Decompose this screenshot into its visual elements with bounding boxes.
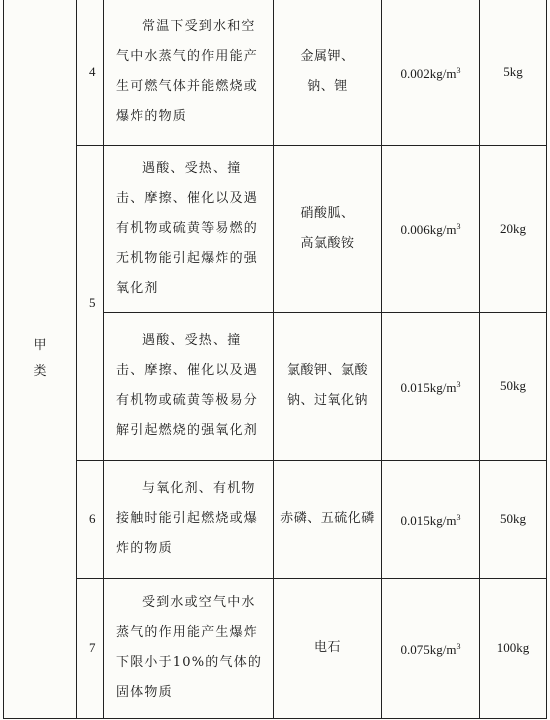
substances-cell (274, 460, 382, 578)
table-row (4, 145, 547, 312)
limit-exponent: 3 (456, 222, 461, 231)
description-cell: 遇酸、受热、撞击、摩擦、催化以及遇有机物或硫黄等极易分解引起燃烧的强氧化剂 (104, 312, 274, 460)
category-cell (4, 0, 77, 718)
item-number: 5 (77, 145, 104, 460)
quantity-cell: 50kg (480, 460, 547, 578)
limit-cell (382, 578, 480, 718)
limit-cell (382, 145, 480, 312)
substance-line: 钠、过氧化钠 (286, 393, 368, 408)
quantity-cell: 100kg (480, 578, 547, 718)
quantity-cell: 50kg (480, 312, 547, 460)
substance-line: 氯酸钾、氯酸 (286, 363, 368, 378)
category-label-char: 类 (33, 363, 47, 379)
substance-line: 金属钾、 (300, 49, 355, 65)
description-cell: 常温下受到水和空气中水蒸气的作用能产生可燃气体并能燃烧或爆炸的物质 (104, 0, 274, 145)
description-cell: 与氧化剂、有机物接触时能引起燃烧或爆炸的物质 (104, 460, 274, 578)
limit-cell (382, 0, 480, 145)
description-cell: 受到水或空气中水蒸气的作用能产生爆炸下限小于10%的气体的固体物质 (104, 578, 274, 718)
limit-value: 0.002kg/m (400, 65, 457, 81)
table-row (4, 460, 547, 578)
item-number: 7 (77, 578, 104, 718)
quantity-cell: 5kg (480, 0, 547, 145)
limit-value: 0.075kg/m (400, 641, 457, 657)
table-row (4, 0, 547, 145)
limit-value: 0.006kg/m (400, 222, 457, 237)
category-label-char: 甲 (33, 337, 47, 353)
substance-line: 赤磷、五硫化磷 (280, 511, 375, 526)
limit-cell (382, 460, 480, 578)
quantity-cell: 20kg (480, 145, 547, 312)
substances-cell (274, 0, 382, 145)
substance-line: 钠、锂 (307, 79, 348, 95)
limit-cell (382, 312, 480, 460)
limit-value: 0.015kg/m (400, 512, 457, 528)
table-row (4, 578, 547, 718)
limit-value: 0.015kg/m (400, 379, 457, 395)
hazard-classification-table (3, 0, 547, 719)
substances-cell (274, 312, 382, 460)
limit-exponent: 3 (456, 65, 461, 75)
substance-line: 硝酸胍、 (300, 205, 355, 221)
substance-line: 电石 (313, 640, 341, 655)
limit-exponent: 3 (456, 641, 461, 651)
description-cell: 遇酸、受热、撞击、摩擦、催化以及遇有机物或硫黄等易燃的无机物能引起爆炸的强氧化剂 (104, 145, 274, 312)
substances-cell (274, 145, 382, 312)
substance-line: 高氯酸铵 (300, 235, 355, 251)
limit-exponent: 3 (456, 379, 461, 389)
item-number: 6 (77, 460, 104, 578)
limit-exponent: 3 (456, 512, 461, 522)
substances-cell (274, 578, 382, 718)
item-number: 4 (77, 0, 104, 145)
